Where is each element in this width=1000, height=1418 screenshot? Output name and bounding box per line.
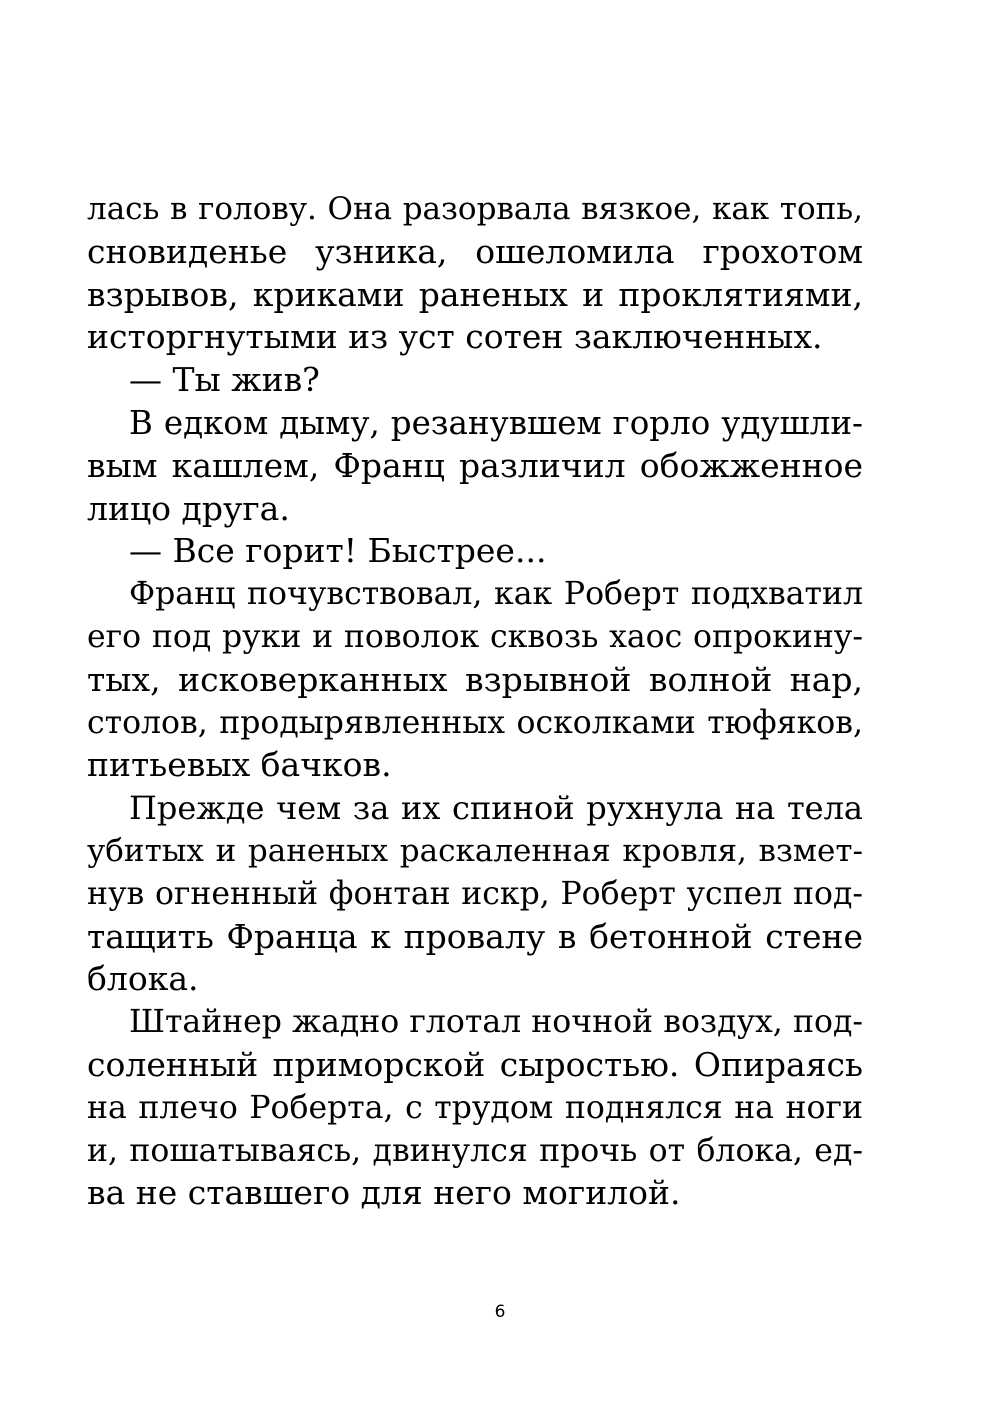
text-line: столов, продырявленных осколками тюфяков, <box>87 704 863 741</box>
dialogue-line <box>87 359 863 402</box>
text-line: вым кашлем, Франц различил обожженное <box>87 445 863 485</box>
text-line: на плечо Роберта, с трудом поднялся на ноги <box>87 1089 863 1126</box>
text-line: соленный приморской сыростью. Опираясь <box>87 1044 863 1084</box>
text-line: ва не ставшего для него могилой. <box>87 1173 681 1213</box>
paragraph <box>87 402 863 530</box>
text-line: блока. <box>87 959 199 999</box>
text-line: взрывов, криками раненых и проклятиями, <box>87 274 863 314</box>
body-text <box>87 188 863 1215</box>
text-line: Прежде чем за их спиной рухнула на тела <box>129 789 863 828</box>
text-line: убитых и раненых раскаленная кровля, взмет- <box>87 832 863 869</box>
text-line: — Ты жив? <box>129 360 320 400</box>
text-line: тащить Франца к провалу в бетонной стене <box>87 916 863 956</box>
text-line: лась в голову. Она разорвала вязкое, как топь, <box>87 191 863 227</box>
paragraph <box>87 787 863 1001</box>
text-line: и, пошатываясь, двинулся прочь от блока, ед- <box>87 1132 863 1169</box>
text-line: лицо друга. <box>87 488 290 528</box>
text-line: питьевых бачков. <box>87 745 392 785</box>
text-line: Штайнер жадно глотал ночной воздух, под- <box>129 1004 863 1041</box>
text-line: нув огненный фонтан искр, Роберт успел под- <box>87 875 863 912</box>
text-line: сновиденье узника, ошеломила грохотом <box>87 231 863 271</box>
paragraph <box>87 188 863 359</box>
dialogue-line <box>87 530 863 573</box>
text-line: В едком дыму, резанувшем горло удушли- <box>129 403 863 442</box>
text-line: его под руки и поволок сквозь хаос опрокину- <box>87 618 863 655</box>
text-line: тых, исковерканных взрывной волной нар, <box>87 659 863 699</box>
page-number: 6 <box>494 1302 506 1322</box>
paragraph <box>87 1001 863 1215</box>
text-line: Франц почувствовал, как Роберт подхватил <box>129 576 863 613</box>
text-line: исторгнутыми из уст сотен заключенных. <box>87 317 823 357</box>
paragraph <box>87 573 863 787</box>
text-line: — Все горит! Быстрее... <box>129 531 547 571</box>
